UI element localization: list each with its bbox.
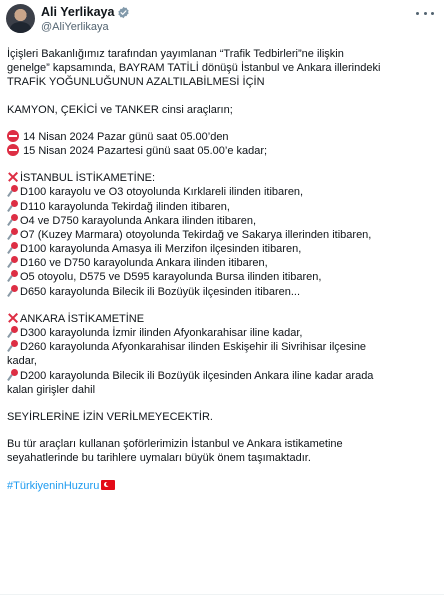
date-line: [7, 144, 437, 158]
post-header: [6, 4, 438, 38]
author-display-name[interactable]: Ali Yerlikaya: [41, 5, 115, 19]
list-item-text: D260 karayolunda Afyonkarahisar ilinden Eskişehir ili Sivrihisar ilçesine: [20, 341, 367, 354]
list-item: [7, 285, 437, 299]
list-item: [7, 242, 437, 256]
list-item: [7, 369, 437, 383]
intro-line: TRAFİK YOĞUNLUĞUNUN AZALTILABİLMESİ İÇİN: [7, 76, 265, 89]
date-line: [7, 130, 437, 144]
no-entry-icon: [7, 144, 19, 156]
pushpin-icon: [7, 200, 19, 212]
pushpin-icon: [7, 242, 19, 254]
list-item: [7, 185, 437, 199]
heading-text: İSTANBUL İSTİKAMETİNE:: [20, 172, 156, 185]
list-item: [7, 214, 437, 228]
vehicle-line: KAMYON, ÇEKİCİ ve TANKER cinsi araçların;: [7, 103, 233, 116]
pushpin-icon: [7, 285, 19, 297]
list-item: [7, 200, 437, 214]
pushpin-icon: [7, 214, 19, 226]
author-handle[interactable]: @AliYerlikaya: [41, 21, 109, 33]
intro-line: İçişleri Bakanlığımız tarafından yayımlanan “Trafik Tedbirleri”ne ilişkin: [7, 48, 344, 60]
pushpin-icon: [7, 326, 19, 338]
list-item: [7, 340, 437, 354]
list-item-text: D100 karayolunda Amasya ili Merzifon ilçesinden itibaren,: [20, 243, 302, 256]
list-item-continuation: kalan girişler dahil: [7, 383, 96, 396]
list-item: [7, 270, 437, 284]
verified-badge-icon: [117, 6, 130, 19]
cross-mark-icon: [7, 171, 19, 183]
pushpin-icon: [7, 185, 19, 197]
list-item-text: D110 karayolunda Tekirdağ ilinden itibaren,: [20, 200, 230, 213]
list-item: [7, 326, 437, 340]
pushpin-icon: [7, 369, 19, 381]
no-entry-icon: [7, 130, 19, 142]
hashtag-link[interactable]: #TürkiyeninHuzuru: [7, 479, 100, 492]
list-item-text: D300 karayolunda İzmir ilinden Afyonkarahisar iline kadar,: [20, 327, 303, 339]
istanbul-heading: [7, 171, 437, 185]
list-item-text: D160 ve D750 karayolunda Ankara ilinden itibaren,: [20, 257, 268, 270]
avatar[interactable]: [6, 4, 35, 33]
list-item-continuation: kadar,: [7, 355, 37, 368]
author-name-row: [41, 4, 130, 20]
divider: [0, 594, 444, 595]
ankara-heading: [7, 312, 437, 326]
advice-line: seyahatlerinde bu tarihlere uymaları büyük önem taşımaktadır.: [7, 452, 311, 465]
intro-line: genelge” kapsamında, BAYRAM TATİLİ dönüşü İstanbul ve Ankara illerindeki: [7, 62, 381, 75]
turkey-flag-icon: [101, 480, 115, 490]
list-item: [7, 228, 437, 242]
pushpin-icon: [7, 270, 19, 282]
pushpin-icon: [7, 228, 19, 240]
more-options-icon[interactable]: [416, 7, 434, 19]
list-item-text: D650 karayolunda Bilecik ili Bozüyük ilçesinden itibaren...: [20, 285, 301, 298]
heading-text: ANKARA İSTİKAMETİNE: [20, 312, 145, 325]
list-item: [7, 256, 437, 270]
advice-line: Bu tür araçları kullanan şoförlerimizin İstanbul ve Ankara istikametine: [7, 438, 343, 451]
list-item-text: D100 karayolu ve O3 otoyolunda Kırklareli ilinden itibaren,: [20, 186, 304, 199]
hashtag-line: [7, 479, 437, 493]
list-item-text: O4 ve D750 karayolunda Ankara ilinden itibaren,: [20, 214, 257, 227]
pushpin-icon: [7, 340, 19, 352]
date-text: 15 Nisan 2024 Pazartesi günü saat 05.00’e kadar;: [23, 144, 268, 157]
pushpin-icon: [7, 256, 19, 268]
list-item-text: O7 (Kuzey Marmara) otoyolunda Tekirdağ ve Sakarya illerinden itibaren,: [20, 228, 372, 241]
list-item-text: D200 karayolunda Bilecik ili Bozüyük ilçesinden Ankara iline kadar arada: [20, 369, 374, 382]
closing-line: SEYİRLERİNE İZİN VERİLMEYECEKTİR.: [7, 410, 213, 423]
date-text: 14 Nisan 2024 Pazar günü saat 05.00’den: [23, 130, 229, 143]
cross-mark-icon: [7, 312, 19, 324]
post-body: [7, 47, 437, 493]
list-item-text: O5 otoyolu, D575 ve D595 karayolunda Bursa ilinden itibaren,: [20, 271, 322, 284]
